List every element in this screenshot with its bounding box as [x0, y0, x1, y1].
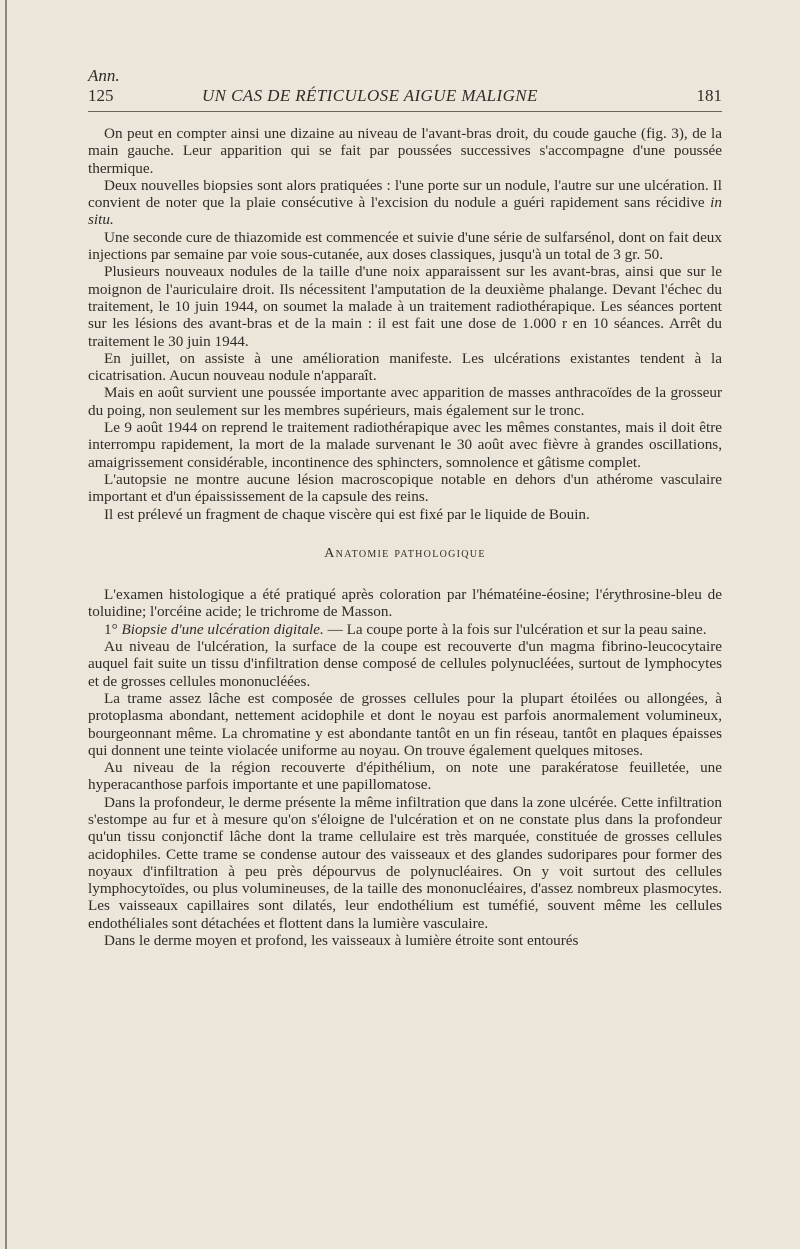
paragraph: La trame assez lâche est composée de grosses cellules pour la plupart étoilées ou allongées, à protoplasma abondant, nettement acidophile et dont le noyau est parfois anormalement volumineux, bourgeonnant même. La chromatine y est abondante tantôt en un fin réseau, tantôt en plaques épaisses qui donnent une teinte violacée uniforme au noyau. On trouve également quelques mitoses.	[88, 689, 722, 759]
article-body	[88, 125, 722, 949]
volume-number: 125	[88, 86, 114, 105]
paragraph-text: — La coupe porte à la fois sur l'ulcération et sur la peau saine.	[323, 620, 707, 638]
running-header	[88, 86, 722, 108]
paragraph: Il est prélevé un fragment de chaque viscère qui est fixé par le liquide de Bouin.	[104, 505, 590, 523]
header-rule	[88, 111, 722, 112]
section-heading: Anatomie pathologique	[324, 545, 486, 561]
paragraph: Plusieurs nouveaux nodules de la taille d'une noix apparaissent sur les avant-bras, ainsi que sur le moignon de l'auriculaire droit. Ils nécessitent l'amputation de la deuxième phalange. Devant l'échec du traitement, le 10 juin 1944, on soumet la malade à un traitement radiothérapique. Les séances portent sur les lésions des avant-bras et de la main : il est fait une dose de 1.000 r en 10 séances. Arrêt du traitement le 30 juin 1944.	[88, 263, 722, 350]
paragraph: Le 9 août 1944 on reprend le traitement radiothérapique avec les mêmes constantes, mais il doit être interrompu rapidement, la mort de la malade survenant le 30 août avec fièvre à grandes oscillations, amaigrissement considérable, incontinence des sphincters, somnolence et gâtisme complet.	[88, 419, 722, 471]
paragraph: Dans la profondeur, le derme présente la même infiltration que dans la zone ulcérée. Cette infiltration s'estompe au fur et à mesure qu'on s'éloigne de l'ulcération et on ne constate plus dans la profondeur qu'un tissu conjonctif lâche dont la trame cellulaire est très marquée, constituée de grosses cellules acidophiles. Cette trame se condense autour des vaisseaux et des glandes sudoripares pour former des noyaux d'infiltration à peu près dépourvus de polynucléaires. On y voit surtout des cellules lymphocytoïdes, ou plus volumineuses, de la taille des mononucléaires, d'assez nombreux plasmocytes. Les vaisseaux capillaires sont dilatés, leur endothélium est tuméfié, souvent même les cellules endothéliales sont détachées et flottent dans la lumière vasculaire.	[88, 793, 722, 932]
paragraph: Au niveau de la région recouverte d'épithélium, on note une parakératose feuilletée, une hyperacanthose parfois importante et une papillomatose.	[88, 759, 722, 794]
paragraph: Une seconde cure de thiazomide est commencée et suivie d'une série de sulfarsénol, dont on fait deux injections par semaine par voie sous-cutanée, aux doses classiques, jusqu'à un total de 3 gr. 50.	[88, 228, 722, 264]
paragraph: Au niveau de l'ulcération, la surface de la coupe est recouverte d'un magma fibrino-leucocytaire auquel fait suite un tissu d'infiltration dense composé de cellules polynucléées, surtout de lymphocytes et de grosses cellules mononucléées.	[88, 638, 722, 690]
paragraph: L'autopsie ne montre aucune lésion macroscopique notable en dehors d'un athérome vasculaire important et d'un épaississement de la capsule des reins.	[88, 470, 722, 506]
paragraph: Mais en août survient une poussée importante avec apparition de masses anthracoïdes de la grosseur du poing, non seulement sur les membres supérieurs, mais également sur le tronc.	[88, 384, 722, 419]
paragraph: On peut en compter ainsi une dizaine au niveau de l'avant-bras droit, du coude gauche (fig. 3), de la main gauche. Leur apparition qui se fait par poussées successives s'accompagne d'une poussée thermique.	[88, 125, 722, 177]
paragraph	[88, 621, 722, 638]
paragraph-text: Deux nouvelles biopsies sont alors pratiquées : l'une porte sur un nodule, l'autre sur une ulcération. Il convient de noter que la plaie consécutive à l'excision du nodule a guéri rapidement sans récidive	[88, 176, 722, 212]
page-binding-edge	[5, 0, 7, 1249]
item-number: 1°	[104, 620, 122, 638]
paragraph: En juillet, on assiste à une amélioration manifeste. Les ulcérations existantes tendent à la cicatrisation. Aucun nouveau nodule n'apparaît.	[88, 349, 722, 385]
journal-abbreviation: Ann.	[88, 66, 120, 85]
paragraph: Dans le derme moyen et profond, les vaisseaux à lumière étroite sont entourés	[104, 932, 579, 950]
italic-term: in situ.	[88, 194, 722, 229]
paragraph	[88, 177, 722, 229]
subsection-title: Biopsie d'une ulcération digitale.	[121, 620, 324, 638]
running-title: UN CAS DE RÉTICULOSE AIGUE MALIGNE	[202, 86, 538, 105]
page-number: 181	[696, 86, 722, 105]
paragraph: L'examen histologique a été pratiqué après coloration par l'hématéine-éosine; l'érythrosine-bleu de toluidine; l'orcéine acide; le trichrome de Masson.	[88, 586, 722, 621]
